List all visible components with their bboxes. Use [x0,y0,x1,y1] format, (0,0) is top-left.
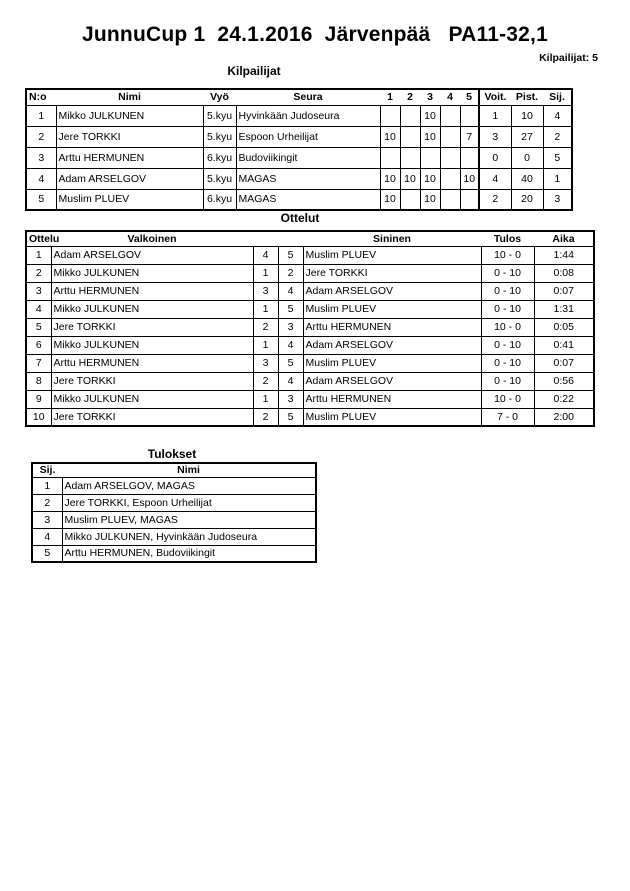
match-row [26,408,594,426]
result-rank: 4 [32,528,62,545]
competitor-belt: 5.kyu [203,168,236,189]
competitor-club: Hyvinkään Judoseura [236,105,380,126]
competitor-points: 0 [511,147,543,168]
competitor-number: 3 [26,147,56,168]
score-vs-2: 10 [400,168,420,189]
col-header-no: N:o [26,89,56,105]
score-vs-1 [380,105,400,126]
competitor-belt: 6.kyu [203,147,236,168]
competitor-number: 2 [26,126,56,147]
match-row [26,282,594,300]
white-competitor-name: Mikko JULKUNEN [51,300,253,318]
match-row [26,246,594,264]
score-vs-5 [460,105,479,126]
blue-competitor-number: 4 [278,282,303,300]
match-time: 0:05 [534,318,594,336]
competitor-name: Mikko JULKUNEN [56,105,203,126]
match-time: 0:07 [534,354,594,372]
competitor-points: 27 [511,126,543,147]
competitor-belt: 5.kyu [203,126,236,147]
match-row [26,264,594,282]
col-header-tulos: Tulos [481,231,534,246]
score-vs-4 [440,168,460,189]
result-rank: 3 [32,511,62,528]
col-header-sij: Sij. [543,89,572,105]
blue-competitor-name: Arttu HERMUNEN [303,318,481,336]
competitor-points: 40 [511,168,543,189]
result-rank: 5 [32,545,62,562]
blue-competitor-name: Adam ARSELGOV [303,372,481,390]
competitor-wins: 0 [479,147,511,168]
competitor-row [26,105,572,126]
match-score: 0 - 10 [481,300,534,318]
blue-competitor-name: Muslim PLUEV [303,300,481,318]
white-competitor-number: 3 [253,354,278,372]
kilpailijat-header-row [26,89,572,105]
white-competitor-number: 3 [253,282,278,300]
score-vs-1 [380,147,400,168]
match-row [26,336,594,354]
competitor-number: 1 [26,105,56,126]
match-number: 10 [26,408,51,426]
competitor-club: MAGAS [236,168,380,189]
competitor-rank: 3 [543,189,572,210]
white-competitor-name: Mikko JULKUNEN [51,336,253,354]
match-score: 10 - 0 [481,390,534,408]
match-score: 0 - 10 [481,372,534,390]
match-number: 4 [26,300,51,318]
match-time: 1:44 [534,246,594,264]
blue-competitor-number: 5 [278,354,303,372]
ottelut-table [25,230,595,427]
score-vs-5 [460,147,479,168]
ottelut-header-row [26,231,594,246]
result-name-club: Adam ARSELGOV, MAGAS [62,477,316,494]
ottelut-heading: Ottelut [280,211,320,225]
white-competitor-name: Arttu HERMUNEN [51,354,253,372]
white-competitor-name: Adam ARSELGOV [51,246,253,264]
blue-competitor-number: 4 [278,372,303,390]
score-vs-2 [400,189,420,210]
col-header-ottelu: Ottelu [26,231,51,246]
result-row [32,494,316,511]
match-score: 10 - 0 [481,246,534,264]
score-vs-2 [400,105,420,126]
col-header-opponent-4: 4 [440,89,460,105]
competitor-wins: 1 [479,105,511,126]
result-name-club: Mikko JULKUNEN, Hyvinkään Judoseura [62,528,316,545]
col-header-blue-number [278,231,303,246]
white-competitor-number: 2 [253,318,278,336]
white-competitor-name: Mikko JULKUNEN [51,264,253,282]
match-score: 0 - 10 [481,282,534,300]
white-competitor-number: 1 [253,300,278,318]
col-header-pist: Pist. [511,89,543,105]
col-header-sininen: Sininen [303,231,481,246]
match-number: 1 [26,246,51,264]
competitor-name: Muslim PLUEV [56,189,203,210]
tulokset-header-row [32,463,316,477]
match-number: 3 [26,282,51,300]
blue-competitor-name: Muslim PLUEV [303,354,481,372]
white-competitor-number: 1 [253,336,278,354]
competitor-wins: 4 [479,168,511,189]
score-vs-5: 10 [460,168,479,189]
match-number: 9 [26,390,51,408]
competitor-wins: 3 [479,126,511,147]
score-vs-3: 10 [420,189,440,210]
match-time: 2:00 [534,408,594,426]
result-name-club: Arttu HERMUNEN, Budoviikingit [62,545,316,562]
white-competitor-number: 2 [253,408,278,426]
score-vs-3: 10 [420,168,440,189]
col-header-opponent-1: 1 [380,89,400,105]
competitor-name: Jere TORKKI [56,126,203,147]
competitor-belt: 6.kyu [203,189,236,210]
competitor-wins: 2 [479,189,511,210]
blue-competitor-number: 2 [278,264,303,282]
match-row [26,390,594,408]
result-row [32,545,316,562]
result-row [32,477,316,494]
score-vs-5: 7 [460,126,479,147]
result-name-club: Muslim PLUEV, MAGAS [62,511,316,528]
score-vs-2 [400,147,420,168]
competitor-name: Arttu HERMUNEN [56,147,203,168]
score-vs-1: 10 [380,126,400,147]
score-vs-1: 10 [380,168,400,189]
competitor-points: 20 [511,189,543,210]
white-competitor-name: Arttu HERMUNEN [51,282,253,300]
competitor-club: Budoviikingit [236,147,380,168]
competitor-rank: 5 [543,147,572,168]
kilpailijat-heading: Kilpailijat [227,64,281,78]
col-header-aika: Aika [534,231,594,246]
tulokset-heading: Tulokset [147,447,197,461]
match-score: 0 - 10 [481,336,534,354]
match-number: 7 [26,354,51,372]
score-vs-5 [460,189,479,210]
blue-competitor-number: 3 [278,390,303,408]
col-header-opponent-5: 5 [460,89,479,105]
competitor-number: 4 [26,168,56,189]
blue-competitor-number: 5 [278,300,303,318]
score-vs-4 [440,126,460,147]
competitor-rank: 1 [543,168,572,189]
blue-competitor-name: Adam ARSELGOV [303,282,481,300]
match-time: 0:08 [534,264,594,282]
match-time: 0:22 [534,390,594,408]
white-competitor-number: 1 [253,264,278,282]
match-number: 8 [26,372,51,390]
competitor-row [26,147,572,168]
col-header-valkoinen: Valkoinen [51,231,253,246]
competitor-club: MAGAS [236,189,380,210]
result-rank: 1 [32,477,62,494]
score-vs-4 [440,105,460,126]
result-name-club: Jere TORKKI, Espoon Urheilijat [62,494,316,511]
competitor-club: Espoon Urheilijat [236,126,380,147]
white-competitor-name: Mikko JULKUNEN [51,390,253,408]
competitor-number: 5 [26,189,56,210]
col-header-result-nimi: Nimi [62,463,316,477]
blue-competitor-name: Arttu HERMUNEN [303,390,481,408]
match-number: 2 [26,264,51,282]
competitor-rank: 4 [543,105,572,126]
white-competitor-number: 2 [253,372,278,390]
blue-competitor-number: 5 [278,408,303,426]
blue-competitor-name: Adam ARSELGOV [303,336,481,354]
competitor-rank: 2 [543,126,572,147]
blue-competitor-name: Muslim PLUEV [303,246,481,264]
competitor-points: 10 [511,105,543,126]
col-header-result-sij: Sij. [32,463,62,477]
match-time: 0:07 [534,282,594,300]
score-vs-3: 10 [420,126,440,147]
match-time: 1:31 [534,300,594,318]
blue-competitor-name: Muslim PLUEV [303,408,481,426]
score-vs-3 [420,147,440,168]
competitor-row [26,168,572,189]
competitor-row [26,189,572,210]
competitor-row [26,126,572,147]
blue-competitor-name: Jere TORKKI [303,264,481,282]
score-vs-2 [400,126,420,147]
tulokset-table [31,462,317,563]
score-vs-4 [440,147,460,168]
match-row [26,354,594,372]
white-competitor-name: Jere TORKKI [51,372,253,390]
white-competitor-name: Jere TORKKI [51,318,253,336]
col-header-nimi: Nimi [56,89,203,105]
match-number: 6 [26,336,51,354]
match-number: 5 [26,318,51,336]
col-header-seura: Seura [236,89,380,105]
competitors-count: Kilpailijat: 5 [539,52,598,64]
match-time: 0:56 [534,372,594,390]
col-header-vyo: Vyö [203,89,236,105]
blue-competitor-number: 5 [278,246,303,264]
match-score: 7 - 0 [481,408,534,426]
result-row [32,511,316,528]
competitor-name: Adam ARSELGOV [56,168,203,189]
match-time: 0:41 [534,336,594,354]
match-row [26,300,594,318]
match-score: 0 - 10 [481,354,534,372]
score-vs-1: 10 [380,189,400,210]
col-header-opponent-2: 2 [400,89,420,105]
white-competitor-number: 4 [253,246,278,264]
result-rank: 2 [32,494,62,511]
match-score: 0 - 10 [481,264,534,282]
match-score: 10 - 0 [481,318,534,336]
white-competitor-name: Jere TORKKI [51,408,253,426]
score-vs-4 [440,189,460,210]
result-row [32,528,316,545]
kilpailijat-table [25,88,573,211]
col-header-voit: Voit. [479,89,511,105]
score-vs-3: 10 [420,105,440,126]
blue-competitor-number: 4 [278,336,303,354]
col-header-opponent-3: 3 [420,89,440,105]
page-title: JunnuCup 1 24.1.2016 Järvenpää PA11-32,1 [82,23,548,46]
competitor-belt: 5.kyu [203,105,236,126]
match-row [26,372,594,390]
white-competitor-number: 1 [253,390,278,408]
blue-competitor-number: 3 [278,318,303,336]
match-row [26,318,594,336]
col-header-white-number [253,231,278,246]
